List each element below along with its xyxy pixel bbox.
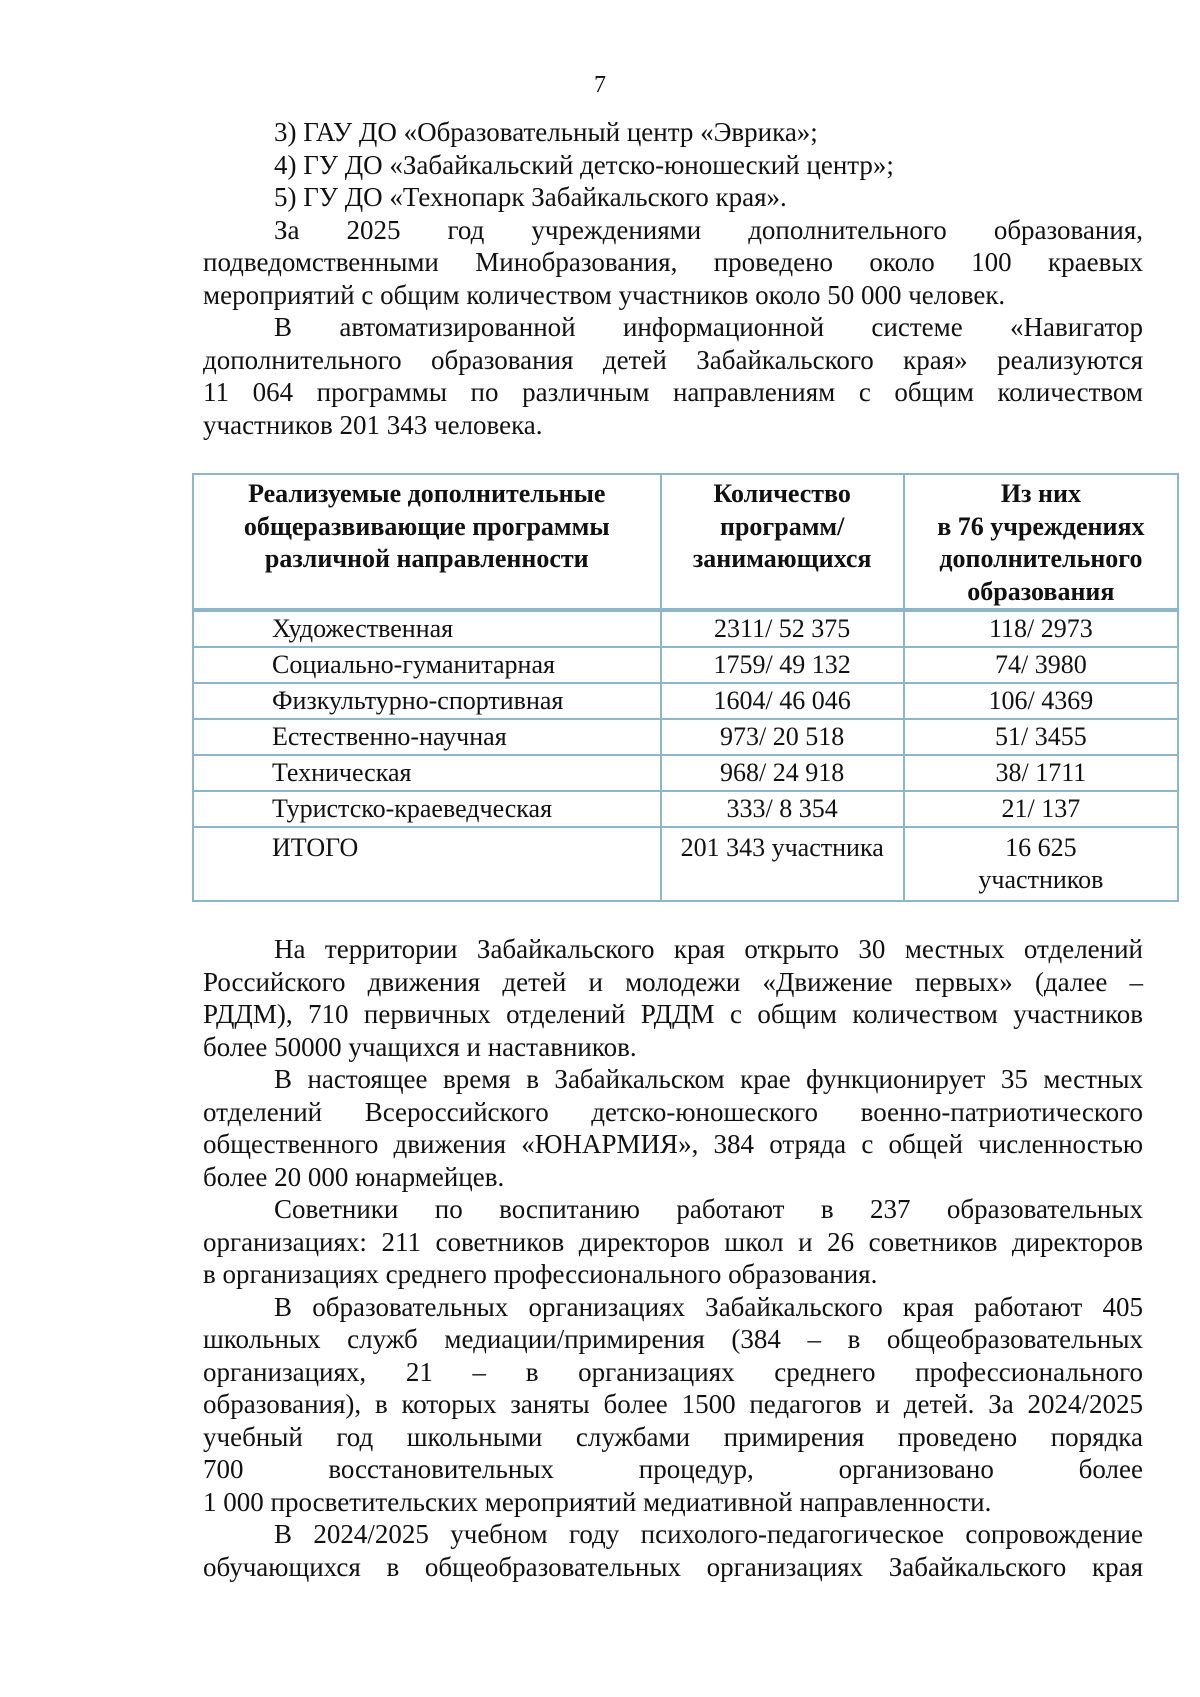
row-total: 1604/ 46 046 — [661, 683, 904, 719]
row-in-institutions: 38/ 1711 — [904, 755, 1178, 791]
header-line: программ/ — [719, 511, 845, 541]
text-line: мероприятий с общим количеством участников около 50 000 человек. — [203, 279, 1006, 310]
text-line: На территории Забайкальского края открыто 30 местных отделений — [274, 934, 1143, 964]
header-line: Количество — [713, 479, 851, 508]
text-line: школьных служб медиации/примирения (384 – в общеобразовательных — [203, 1324, 1143, 1354]
row-direction: Естественно-научная — [193, 719, 661, 755]
row-total: 1759/ 49 132 — [661, 647, 904, 683]
row-direction: Социально-гуманитарная — [193, 647, 661, 683]
row-direction: Художественная — [193, 610, 661, 647]
text-line: 700 восстановительных процедур, организовано более — [203, 1454, 1143, 1484]
text-line: В 2024/2025 учебном году психолого-педагогическое сопровождение — [274, 1519, 1143, 1549]
text-line: Российского движения детей и молодежи «Движение первых» (далее – — [203, 966, 1143, 997]
row-total: 333/ 8 354 — [661, 791, 904, 827]
text-line: участников 201 343 человека. — [203, 409, 543, 440]
text-line: отделений Всероссийского детско-юношеского военно-патриотического — [203, 1096, 1143, 1127]
header-line: Реализуемые дополнительные — [248, 479, 606, 508]
text-line: За 2025 год учреждениями дополнительного образования, — [274, 214, 1143, 245]
text-line: 1 000 просветительских мероприятий медиативной направленности. — [203, 1486, 992, 1517]
row-in-institutions: 74/ 3980 — [904, 647, 1178, 683]
header-line: образования — [967, 576, 1115, 606]
text-line: В автоматизированной информационной системе «Навигатор — [274, 312, 1143, 342]
table-row — [193, 719, 1178, 755]
table-header-direction — [193, 474, 661, 610]
text-line: более 50000 учащихся и наставников. — [203, 1031, 637, 1062]
text-line: обучающихся в общеобразовательных организациях Забайкальского края — [203, 1551, 1143, 1582]
table-row — [193, 755, 1178, 791]
programs-table — [192, 473, 1179, 902]
total-in-institutions-unit: участников — [978, 865, 1104, 894]
total-in-institutions — [904, 827, 1178, 901]
text-line: общественного движения «ЮНАРМИЯ», 384 отряда с общей численностью — [203, 1129, 1143, 1159]
row-direction: Физкультурно-спортивная — [193, 683, 661, 719]
text-line: более 20 000 юнармейцев. — [203, 1161, 505, 1192]
row-total: 2311/ 52 375 — [661, 610, 904, 647]
row-total: 968/ 24 918 — [661, 755, 904, 791]
text-line: 11 064 программы по различным направлениям с общим количеством — [203, 377, 1143, 407]
text-line: 4) ГУ ДО «Забайкальский детско-юношеский центр»; — [274, 149, 894, 180]
header-line: общеразвивающие программы — [243, 511, 610, 541]
page-number: 7 — [594, 72, 606, 98]
body-text-block — [203, 933, 1143, 1583]
text-line: организациях: 211 советников директоров школ и 26 советников директоров — [203, 1226, 1143, 1257]
text-line: 5) ГУ ДО «Технопарк Забайкальского края». — [274, 182, 787, 212]
row-in-institutions: 51/ 3455 — [904, 719, 1178, 755]
table-row — [193, 610, 1178, 647]
text-line: дополнительного образования детей Забайкальского края» реализуются — [203, 344, 1143, 375]
table-row — [193, 683, 1178, 719]
text-line: 3) ГАУ ДО «Образовательный центр «Эврика»; — [274, 117, 818, 147]
row-direction: Техническая — [193, 755, 661, 791]
row-in-institutions: 118/ 2973 — [904, 610, 1178, 647]
row-in-institutions: 106/ 4369 — [904, 683, 1178, 719]
text-line: учебный год школьными службами примирения проведено порядка — [203, 1421, 1143, 1452]
text-line: в организациях среднего профессионального образования. — [203, 1259, 878, 1289]
row-direction: Туристско-краеведческая — [193, 791, 661, 827]
header-line: Из них — [1000, 479, 1081, 508]
table-total-row — [193, 827, 1178, 901]
total-count: 201 343 участника — [661, 827, 904, 901]
header-line: в 76 учреждениях — [937, 511, 1145, 541]
table-header-institutions — [904, 474, 1178, 610]
table-row — [193, 647, 1178, 683]
row-in-institutions: 21/ 137 — [904, 791, 1178, 827]
table-header-row — [193, 474, 1178, 610]
table-header-count — [661, 474, 904, 610]
text-line: В настоящее время в Забайкальском крае функционирует 35 местных — [274, 1064, 1143, 1094]
total-label: ИТОГО — [193, 827, 661, 901]
intro-text-block — [203, 116, 1143, 441]
text-line: Советники по воспитанию работают в 237 образовательных — [274, 1194, 1143, 1224]
header-line: занимающихся — [692, 544, 872, 573]
table-row — [193, 791, 1178, 827]
text-line: подведомственными Минобразования, проведено около 100 краевых — [203, 247, 1143, 277]
total-in-institutions-value: 16 625 — [1005, 833, 1077, 862]
header-line: различной направленности — [264, 544, 589, 573]
header-line: дополнительного — [939, 544, 1143, 573]
text-line: В образовательных организациях Забайкальского края работают 405 — [274, 1291, 1143, 1322]
row-total: 973/ 20 518 — [661, 719, 904, 755]
text-line: организациях, 21 – в организациях среднего профессионального — [203, 1356, 1143, 1387]
text-line: образования), в которых заняты более 1500 педагогов и детей. За 2024/2025 — [203, 1389, 1143, 1419]
text-line: РДДМ), 710 первичных отделений РДДМ с общим количеством участников — [203, 999, 1143, 1029]
